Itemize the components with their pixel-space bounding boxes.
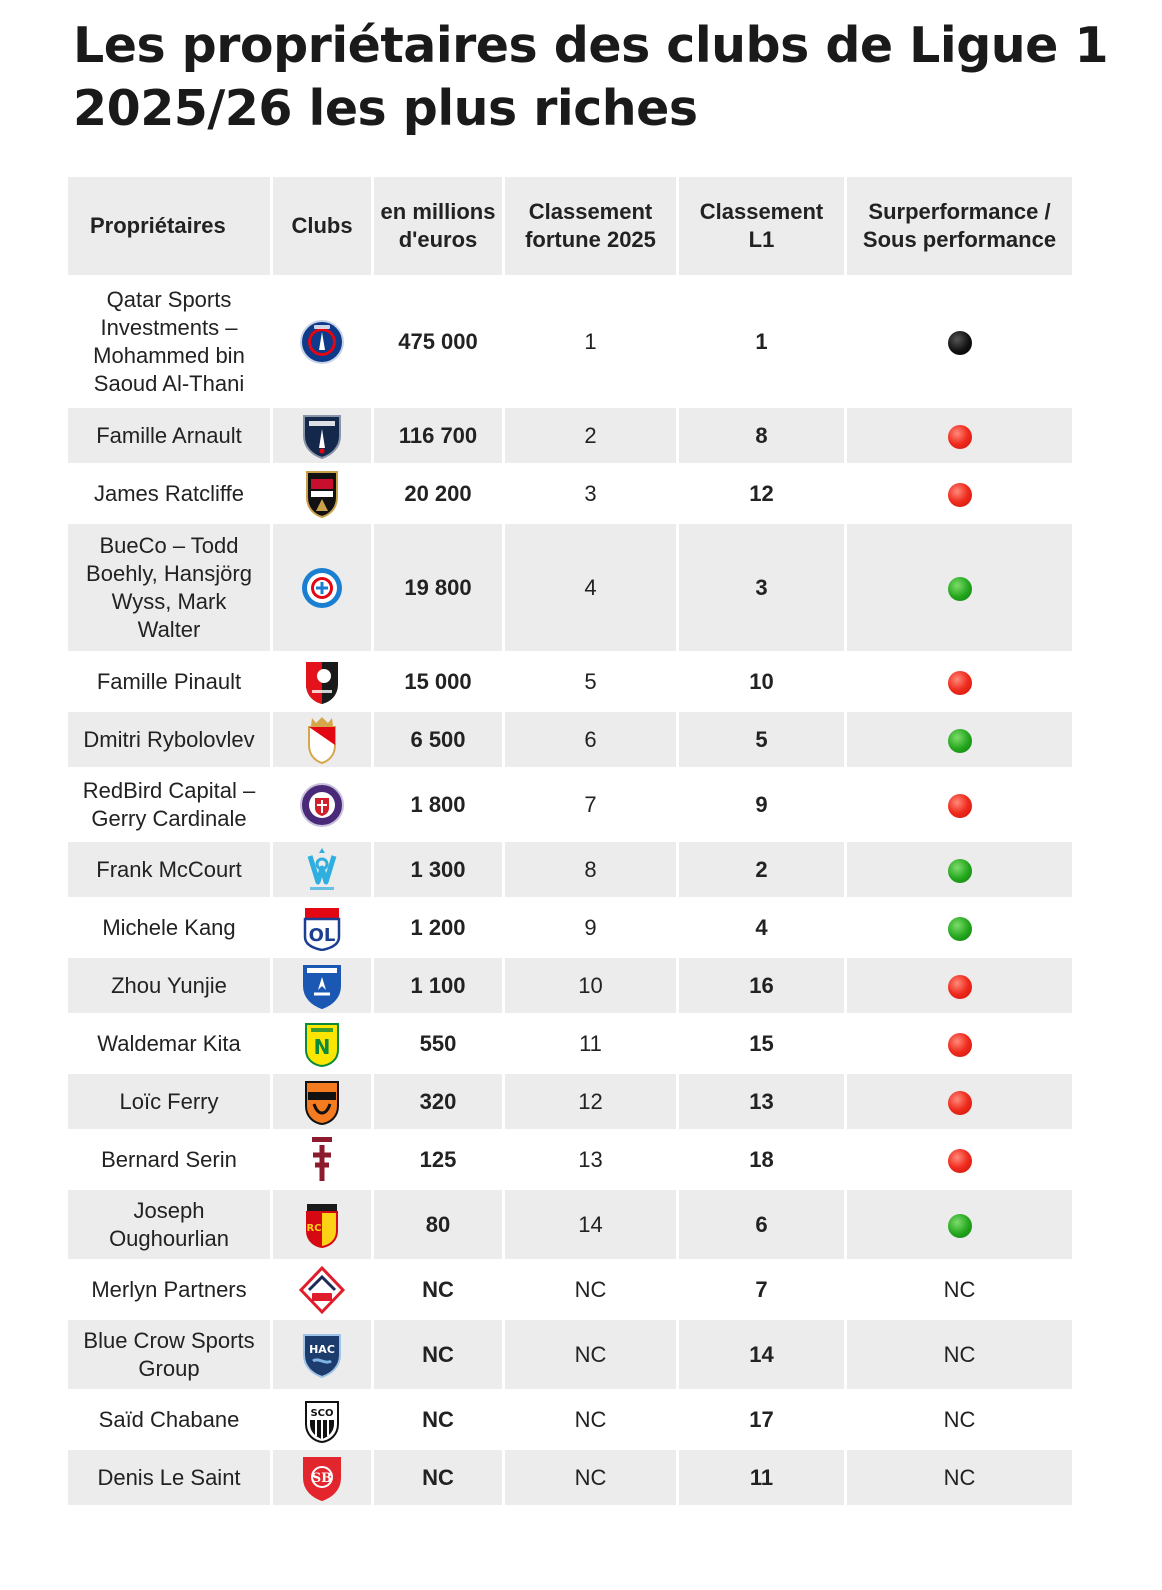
owner-cell: Saïd Chabane — [68, 1392, 273, 1450]
l1-rank-cell: 16 — [679, 958, 847, 1016]
club-cell — [273, 654, 374, 712]
owners-table — [68, 177, 1072, 1508]
club-cell — [273, 712, 374, 770]
fortune-rank-cell: 6 — [505, 712, 679, 770]
performance-cell — [847, 842, 1072, 900]
owner-cell: Blue Crow Sports Group — [68, 1320, 273, 1392]
fortune-rank-cell: NC — [505, 1450, 679, 1508]
l1-rank-cell: 8 — [679, 408, 847, 466]
fc-metz-crest-icon — [305, 1135, 339, 1185]
table-row — [68, 1392, 1072, 1450]
performance-green-dot-icon — [948, 917, 972, 941]
table-row — [68, 654, 1072, 712]
table-row — [68, 1016, 1072, 1074]
performance-cell — [847, 654, 1072, 712]
l1-rank-cell: 10 — [679, 654, 847, 712]
performance-cell — [847, 1074, 1072, 1132]
performance-cell — [847, 466, 1072, 524]
wealth-cell: 1 300 — [374, 842, 505, 900]
performance-cell: NC — [847, 1450, 1072, 1508]
performance-cell — [847, 900, 1072, 958]
owner-cell: Loïc Ferry — [68, 1074, 273, 1132]
performance-green-dot-icon — [948, 1214, 972, 1238]
club-cell — [273, 278, 374, 408]
owner-cell: RedBird Capital – Gerry Cardinale — [68, 770, 273, 842]
l1-rank-cell: 9 — [679, 770, 847, 842]
wealth-cell: 1 800 — [374, 770, 505, 842]
wealth-cell: NC — [374, 1262, 505, 1320]
performance-green-dot-icon — [948, 729, 972, 753]
table-row — [68, 1190, 1072, 1262]
toulouse-crest-icon — [299, 782, 345, 828]
performance-cell — [847, 278, 1072, 408]
performance-red-dot-icon — [948, 794, 972, 818]
wealth-cell: 125 — [374, 1132, 505, 1190]
performance-cell — [847, 408, 1072, 466]
performance-cell: NC — [847, 1262, 1072, 1320]
wealth-cell: 1 200 — [374, 900, 505, 958]
fortune-rank-cell: 8 — [505, 842, 679, 900]
club-cell — [273, 1262, 374, 1320]
le-havre-hac-crest-icon — [301, 1331, 343, 1379]
performance-green-dot-icon — [948, 859, 972, 883]
table-row — [68, 524, 1072, 654]
table-row — [68, 1132, 1072, 1190]
rc-lens-crest-icon — [302, 1201, 342, 1249]
wealth-cell: 1 100 — [374, 958, 505, 1016]
club-cell — [273, 1016, 374, 1074]
performance-red-dot-icon — [948, 671, 972, 695]
l1-rank-cell: 1 — [679, 278, 847, 408]
l1-rank-cell: 15 — [679, 1016, 847, 1074]
paris-fc-crest-icon — [301, 412, 343, 460]
performance-red-dot-icon — [948, 1033, 972, 1057]
performance-red-dot-icon — [948, 483, 972, 507]
svg-text:N: N — [313, 1034, 331, 1059]
table-row — [68, 1074, 1072, 1132]
svg-text:HAC: HAC — [309, 1342, 335, 1356]
club-cell — [273, 466, 374, 524]
performance-red-dot-icon — [948, 1091, 972, 1115]
table-header-row — [68, 177, 1072, 278]
wealth-cell: NC — [374, 1450, 505, 1508]
fortune-rank-cell: 12 — [505, 1074, 679, 1132]
title-line-1: Les propriétaires des clubs de Ligue 1 — [73, 17, 1109, 74]
owner-cell: BueCo – Todd Boehly, Hansjörg Wyss, Mark Walter — [68, 524, 273, 654]
fortune-rank-cell: NC — [505, 1392, 679, 1450]
psg-crest-icon — [299, 319, 345, 365]
l1-rank-cell: 14 — [679, 1320, 847, 1392]
wealth-cell: 19 800 — [374, 524, 505, 654]
club-cell — [273, 770, 374, 842]
performance-cell — [847, 712, 1072, 770]
l1-rank-cell: 5 — [679, 712, 847, 770]
table-row — [68, 1320, 1072, 1392]
strasbourg-crest-icon — [300, 566, 344, 610]
wealth-cell: 6 500 — [374, 712, 505, 770]
performance-cell — [847, 770, 1072, 842]
header-owners: Propriétaires — [68, 177, 273, 278]
table-row — [68, 712, 1072, 770]
stade-brestois-crest-icon — [301, 1454, 343, 1502]
owner-cell: Famille Arnault — [68, 408, 273, 466]
wealth-cell: 116 700 — [374, 408, 505, 466]
club-cell — [273, 1190, 374, 1262]
wealth-cell: 80 — [374, 1190, 505, 1262]
performance-red-dot-icon — [948, 425, 972, 449]
svg-text:OL: OL — [308, 924, 336, 946]
owner-cell: Dmitri Rybolovlev — [68, 712, 273, 770]
aj-auxerre-crest-icon — [301, 962, 343, 1010]
header-fortune-rank: Classement fortune 2025 — [505, 177, 679, 278]
fortune-rank-cell: 1 — [505, 278, 679, 408]
club-cell — [273, 1392, 374, 1450]
l1-rank-cell: 18 — [679, 1132, 847, 1190]
wealth-cell: 475 000 — [374, 278, 505, 408]
performance-cell — [847, 1132, 1072, 1190]
club-cell — [273, 408, 374, 466]
svg-text:SB: SB — [311, 1470, 333, 1486]
sco-angers-crest-icon — [302, 1396, 342, 1444]
wealth-cell: 20 200 — [374, 466, 505, 524]
fortune-rank-cell: 7 — [505, 770, 679, 842]
table-row — [68, 770, 1072, 842]
owner-cell: Qatar Sports Investments – Mohammed bin Saoud Al-Thani — [68, 278, 273, 408]
fortune-rank-cell: 9 — [505, 900, 679, 958]
owner-cell: Zhou Yunjie — [68, 958, 273, 1016]
header-l1-rank: Classement L1 — [679, 177, 847, 278]
stade-rennais-crest-icon — [302, 658, 342, 706]
fortune-rank-cell: 11 — [505, 1016, 679, 1074]
wealth-cell: 320 — [374, 1074, 505, 1132]
table-row — [68, 466, 1072, 524]
performance-cell — [847, 958, 1072, 1016]
table-body — [68, 278, 1072, 1508]
fortune-rank-cell: NC — [505, 1320, 679, 1392]
owner-cell: Bernard Serin — [68, 1132, 273, 1190]
owner-cell: Denis Le Saint — [68, 1450, 273, 1508]
performance-red-dot-icon — [948, 975, 972, 999]
club-cell — [273, 524, 374, 654]
header-wealth: en millions d'euros — [374, 177, 505, 278]
club-cell — [273, 1450, 374, 1508]
club-cell — [273, 842, 374, 900]
club-cell — [273, 958, 374, 1016]
fortune-rank-cell: 14 — [505, 1190, 679, 1262]
l1-rank-cell: 7 — [679, 1262, 847, 1320]
olympique-marseille-crest-icon — [302, 846, 342, 894]
table-row — [68, 1450, 1072, 1508]
olympique-lyonnais-crest-icon — [302, 905, 342, 951]
l1-rank-cell: 6 — [679, 1190, 847, 1262]
performance-cell — [847, 524, 1072, 654]
table-row — [68, 408, 1072, 466]
fc-lorient-crest-icon — [302, 1078, 342, 1126]
l1-rank-cell: 3 — [679, 524, 847, 654]
l1-rank-cell: 2 — [679, 842, 847, 900]
fortune-rank-cell: 3 — [505, 466, 679, 524]
fortune-rank-cell: NC — [505, 1262, 679, 1320]
club-cell — [273, 1074, 374, 1132]
owner-cell: James Ratcliffe — [68, 466, 273, 524]
fortune-rank-cell: 13 — [505, 1132, 679, 1190]
club-cell — [273, 1132, 374, 1190]
l1-rank-cell: 13 — [679, 1074, 847, 1132]
owner-cell: Frank McCourt — [68, 842, 273, 900]
table-row — [68, 900, 1072, 958]
ogc-nice-crest-icon — [301, 469, 343, 519]
fortune-rank-cell: 2 — [505, 408, 679, 466]
table-row — [68, 278, 1072, 408]
table-row — [68, 1262, 1072, 1320]
owner-cell: Michele Kang — [68, 900, 273, 958]
l1-rank-cell: 4 — [679, 900, 847, 958]
losc-lille-crest-icon — [297, 1265, 347, 1315]
performance-cell — [847, 1190, 1072, 1262]
performance-cell — [847, 1016, 1072, 1074]
fortune-rank-cell: 4 — [505, 524, 679, 654]
performance-green-dot-icon — [948, 577, 972, 601]
header-performance: Surperformance / Sous performance — [847, 177, 1072, 278]
wealth-cell: NC — [374, 1392, 505, 1450]
svg-text:SCO: SCO — [310, 1407, 334, 1419]
wealth-cell: 15 000 — [374, 654, 505, 712]
l1-rank-cell: 17 — [679, 1392, 847, 1450]
table-row — [68, 958, 1072, 1016]
club-cell — [273, 900, 374, 958]
page-title — [73, 14, 1113, 140]
owner-cell: Merlyn Partners — [68, 1262, 273, 1320]
club-cell — [273, 1320, 374, 1392]
fortune-rank-cell: 10 — [505, 958, 679, 1016]
fc-nantes-crest-icon — [302, 1020, 342, 1068]
table-row — [68, 842, 1072, 900]
owner-cell: Joseph Oughourlian — [68, 1190, 273, 1262]
performance-black-dot-icon — [948, 331, 972, 355]
owner-cell: Famille Pinault — [68, 654, 273, 712]
as-monaco-crest-icon — [302, 715, 342, 765]
performance-red-dot-icon — [948, 1149, 972, 1173]
wealth-cell: NC — [374, 1320, 505, 1392]
performance-cell: NC — [847, 1392, 1072, 1450]
wealth-cell: 550 — [374, 1016, 505, 1074]
owner-cell: Waldemar Kita — [68, 1016, 273, 1074]
header-clubs: Clubs — [273, 177, 374, 278]
performance-cell: NC — [847, 1320, 1072, 1392]
title-line-2: 2025/26 les plus riches — [73, 80, 698, 137]
fortune-rank-cell: 5 — [505, 654, 679, 712]
l1-rank-cell: 11 — [679, 1450, 847, 1508]
l1-rank-cell: 12 — [679, 466, 847, 524]
svg-text:RC: RC — [306, 1222, 322, 1234]
